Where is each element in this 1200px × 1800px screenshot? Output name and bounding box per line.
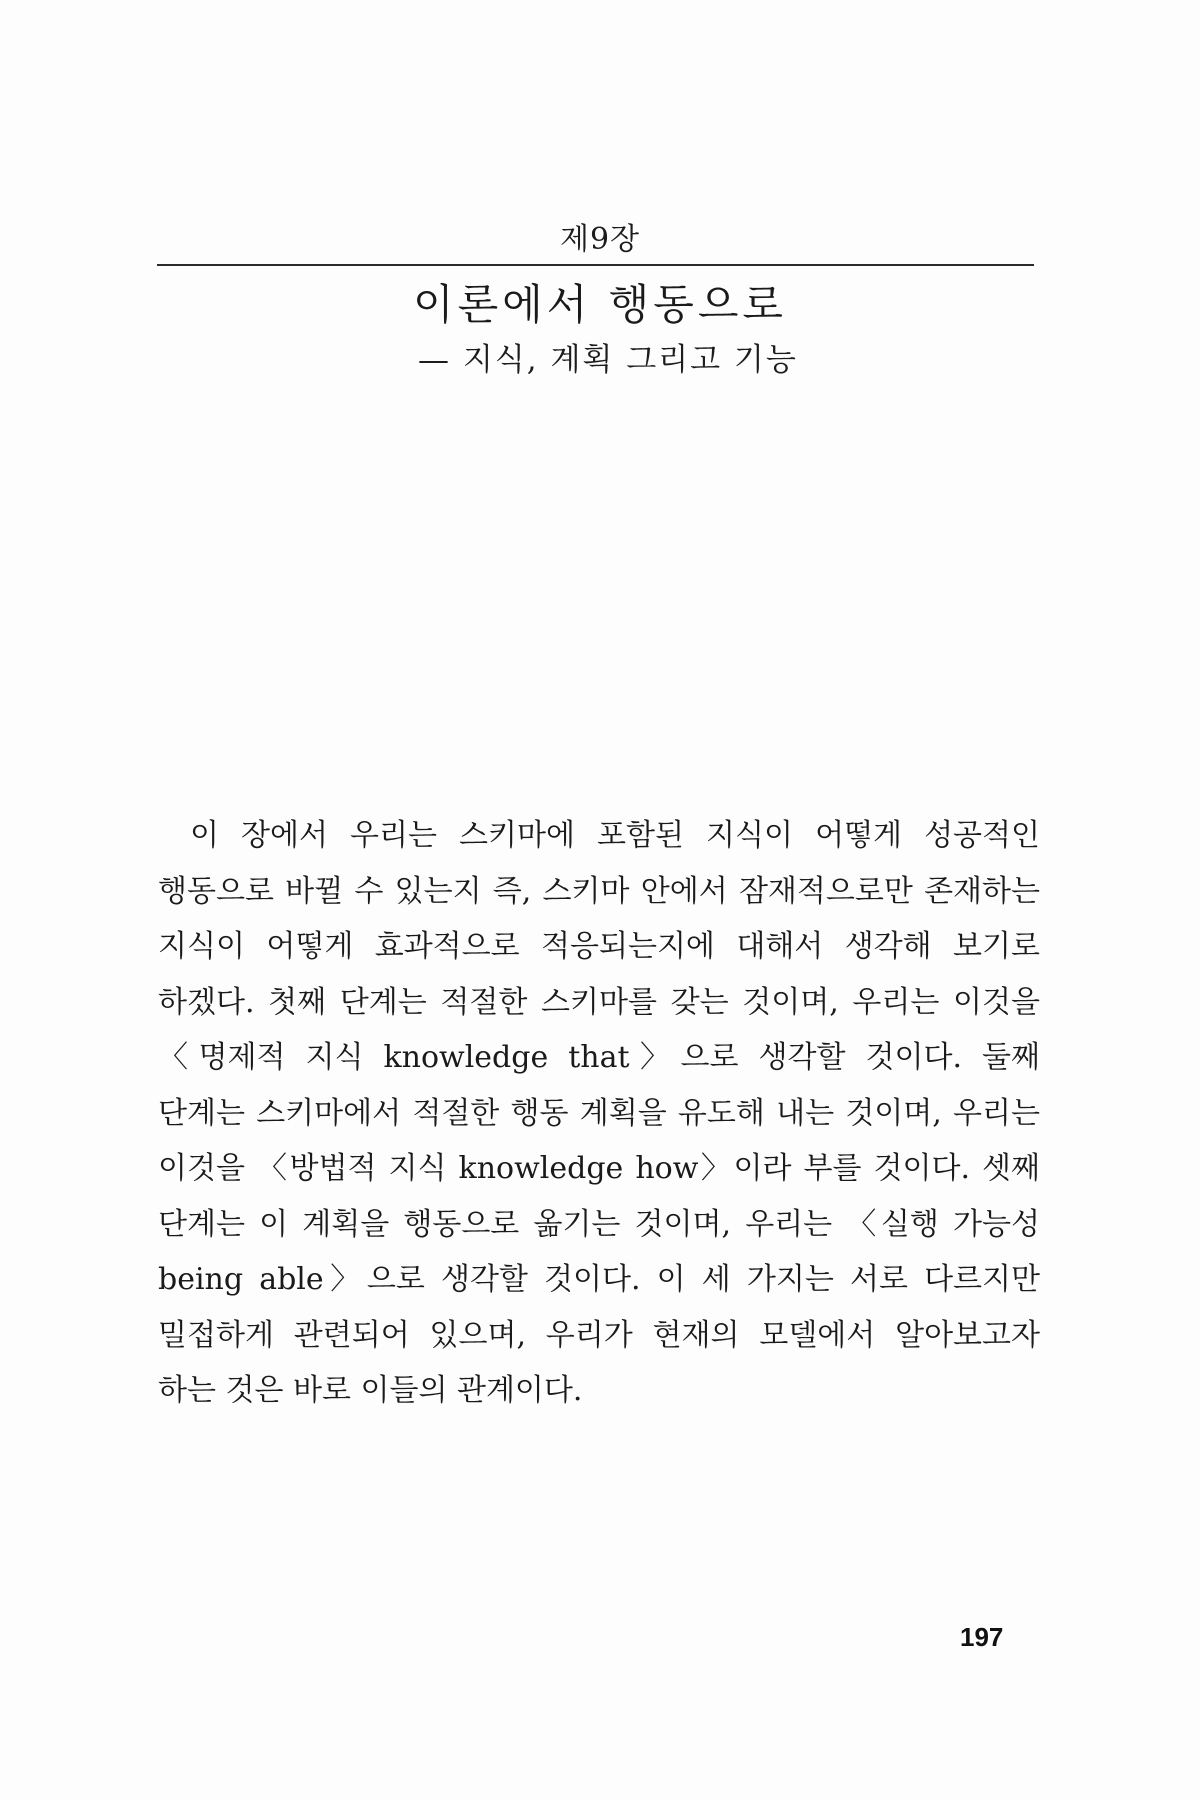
title-rule xyxy=(157,264,1034,266)
page-number: 197 xyxy=(960,1622,1004,1652)
chapter-number: 제9장 xyxy=(559,222,641,257)
chapter-title: 이론에서 행동으로 xyxy=(413,280,787,329)
chapter-subtitle: — 지식, 계획 그리고 기능 xyxy=(418,342,798,378)
body-paragraph: 이 장에서 우리는 스키마에 포함된 지식이 어떻게 성공적인 행동으로 바뀔 수 있는지 즉, 스키마 안에서 잠재적으로만 존재하는 지식이 어떻게 효과적으로 적응되는지에 대해서 생각해 보기로 하겠다. 첫째 단계는 적절한 스키마를 갖는 것이며, 우리는 이것을 〈명제적 지식 knowledge that〉으로 생각할 것이다. 둘째 단계는 스키마에서 적절한 행동 계획을 유도해 내는 것이며, 우리는 이것을 〈방법적 지식 knowledge how〉이라 부를 것이다. 셋째 단계는 이 계획을 행동으로 옮기는 것이며, 우리는 〈실행 가능성 being able〉으로 생각할 것이다. 이 세 가지는 서로 다르지만 밀접하게 관련되어 있으며, 우리가 현재의 모델에서 알아보고자 하는 것은 바로 이들의 관계이다. xyxy=(158,818,1040,1408)
